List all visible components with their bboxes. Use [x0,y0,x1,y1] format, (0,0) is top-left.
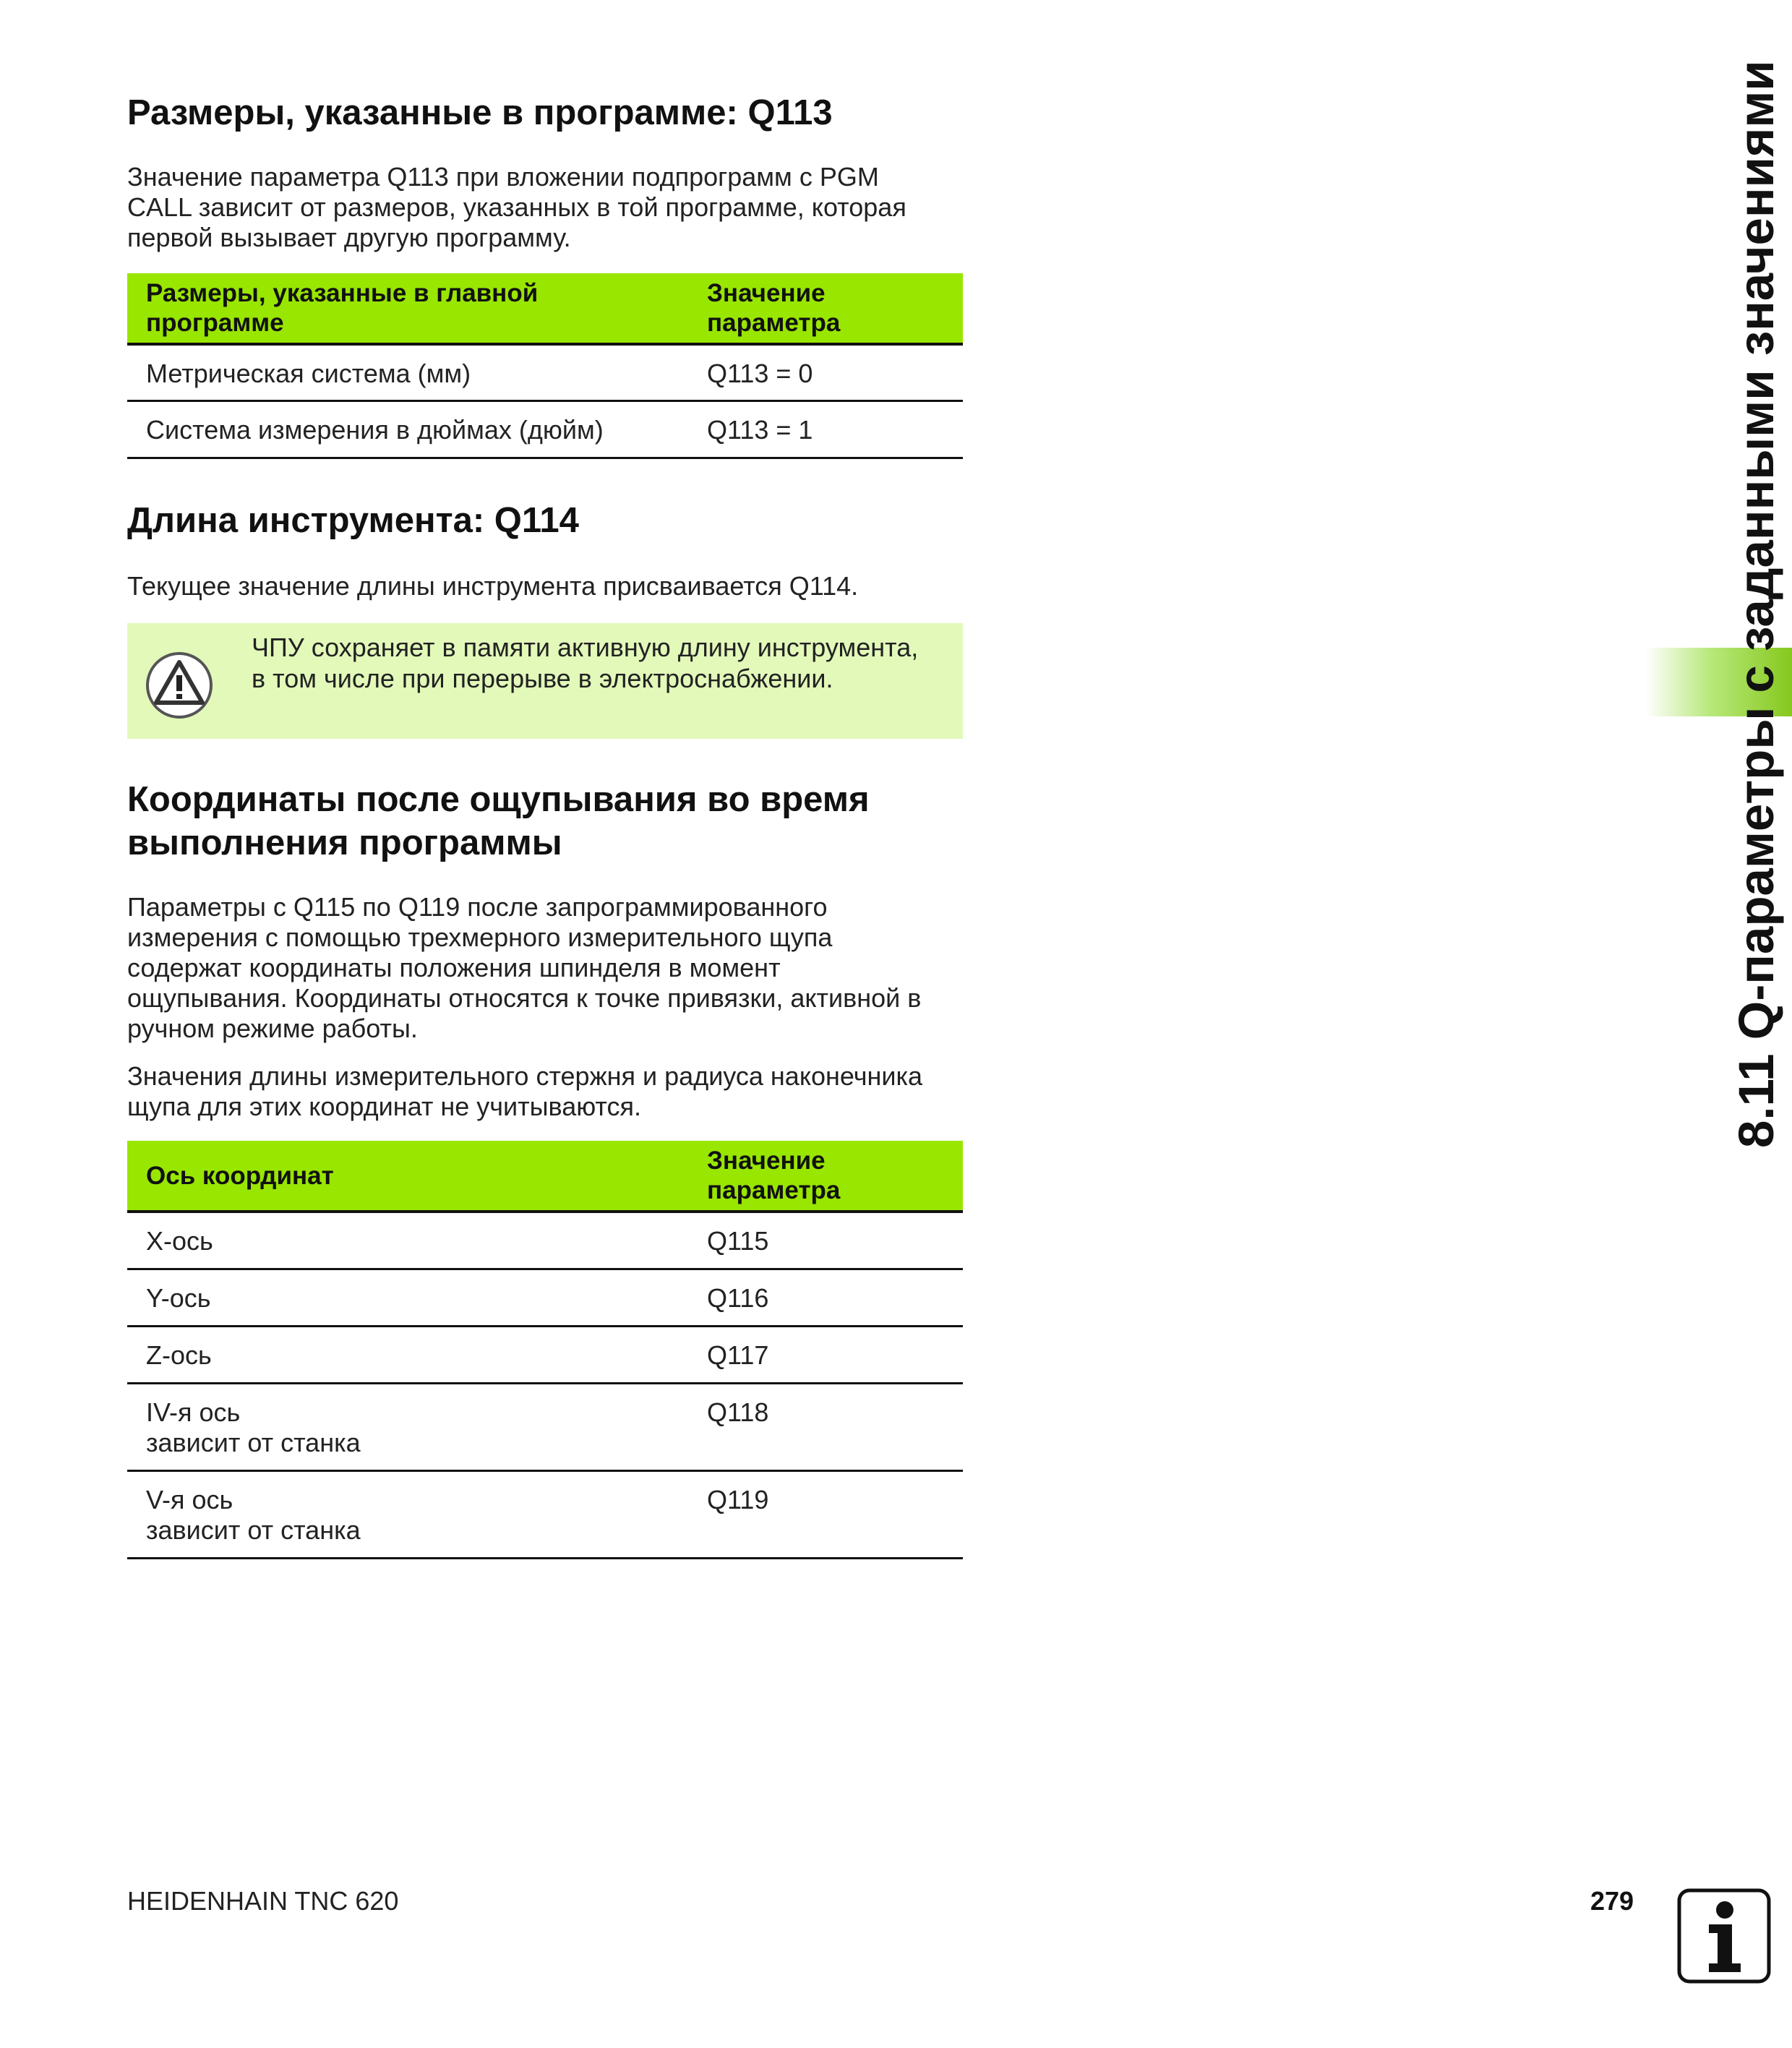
note-text: ЧПУ сохраняет в памяти активную длину инструмента, в том числе при перерыве в электроснабжении. [252,633,919,693]
table-q113 [127,273,963,459]
header-value: Значение параметра [688,1141,963,1212]
paragraph-q113: Значение параметра Q113 при вложении подпрограмм с PGM CALL зависит от размеров, указанных в той программе, которая первой вызывает другую программу. [127,162,906,252]
table-axes [127,1141,963,1559]
table-row: IV-я ось зависит от станка Q118 [127,1383,963,1470]
paragraph-probing-1: Параметры с Q115 по Q119 после запрограммированного измерения с помощью трехмерного измерительного щупа содержат координаты положения шпинделя в момент ощупывания. Координаты относятся к точке привязки, активной в ручном режиме работы. [127,892,922,1043]
chapter-title: 8.11 Q-параметры с заданными значениями [1728,60,1784,1148]
section-q113 [127,91,963,134]
table-header-row [127,273,963,344]
page-number: 279 [1590,1886,1634,1916]
info-icon [1677,1888,1771,1984]
footer-product: HEIDENHAIN TNC 620 [127,1886,399,1916]
heading-q114: Длина инструмента: Q114 [127,501,579,540]
table-row: Метрическая система (мм) Q113 = 0 [127,344,963,400]
header-value: Значение параметра [688,273,963,344]
heading-probing: Координаты после ощупывания во время выполнения программы [127,780,870,862]
table-row: Y-ось Q116 [127,1269,963,1326]
paragraph-q114: Текущее значение длины инструмента присваивается Q114. [127,571,859,601]
header-dimensions: Размеры, указанные в главной программе [127,273,688,344]
table-row: V-я ось зависит от станка Q119 [127,1470,963,1558]
paragraph-probing-2: Значения длины измерительного стержня и радиуса наконечника щупа для этих координат не учитываются. [127,1061,923,1121]
table-row: Z-ось Q117 [127,1326,963,1383]
table-header-row [127,1141,963,1212]
table-row: Система измерения в дюймах (дюйм) Q113 = 1 [127,400,963,458]
heading-q113: Размеры, указанные в программе: Q113 [127,93,833,132]
header-axis: Ось координат [127,1141,688,1212]
warning-triangle-icon [145,651,214,720]
note-box [127,623,963,739]
table-row: X-ось Q115 [127,1212,963,1269]
